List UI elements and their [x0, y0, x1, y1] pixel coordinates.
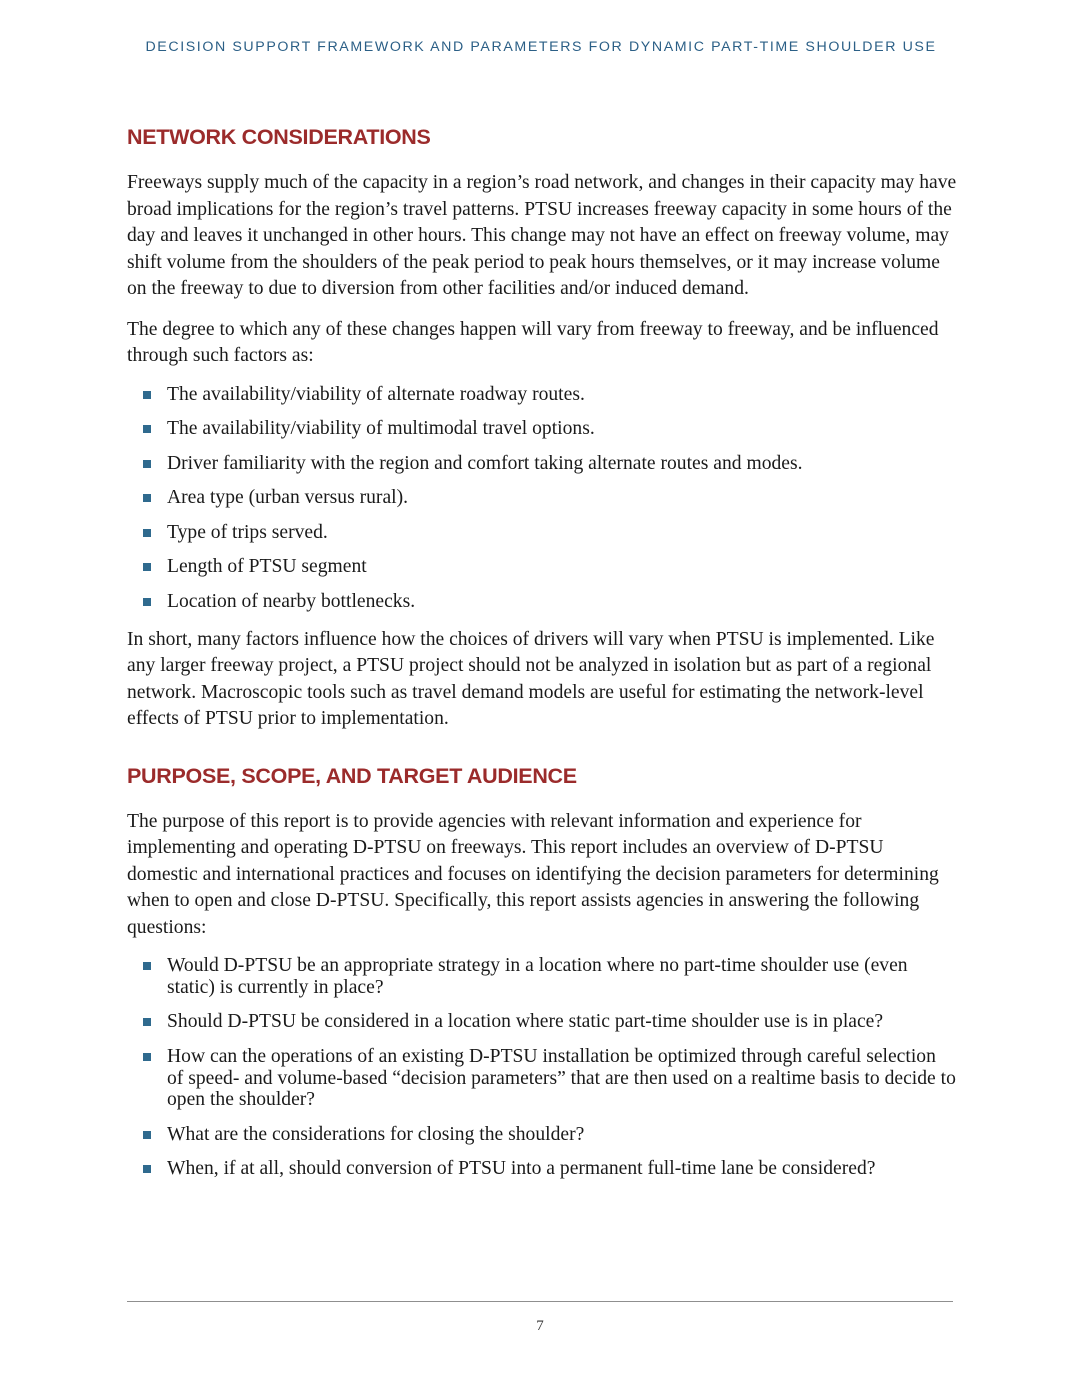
list-item-text: Should D-PTSU be considered in a location where static part-time shoulder use is in place?	[167, 1011, 884, 1033]
list-item	[127, 453, 957, 475]
list-item-text: Area type (urban versus rural).	[167, 487, 409, 509]
list-item	[127, 1046, 957, 1111]
running-header: DECISION SUPPORT FRAMEWORK AND PARAMETERS FOR DYNAMIC PART-TIME SHOULDER USE	[145, 39, 937, 55]
list-item	[127, 955, 957, 998]
paragraph: In short, many factors influence how the choices of drivers will vary when PTSU is implemented. Like any larger freeway project, a PTSU project should not be analyzed in isolation but as part of a regional network. Macroscopic tools such as travel demand models are useful for estimating the network-level effects of PTSU prior to implementation.	[127, 628, 935, 730]
list-item-text: The availability/viability of multimodal travel options.	[167, 418, 595, 440]
list-item-text: The availability/viability of alternate roadway routes.	[167, 383, 585, 405]
list-item	[127, 591, 957, 613]
page-number: 7	[536, 1318, 544, 1334]
list-item-text: Length of PTSU segment	[167, 556, 367, 578]
list-item	[127, 556, 957, 578]
bullet-list-factors	[127, 384, 957, 613]
list-item-text: Type of trips served.	[167, 521, 328, 543]
paragraph: Freeways supply much of the capacity in a region’s road network, and changes in their capacity may have broad implications for the region’s travel patterns. PTSU increases freeway capacity in some hours of the day and leaves it unchanged in other hours. This change may not have an effect on freeway volume, may shift volume from the shoulders of the peak period to peak hours themselves, or it may increase volume on the freeway to due to diversion from other facilities and/or induced demand.	[127, 172, 957, 299]
bullet-list-questions	[127, 955, 957, 1180]
square-bullet-icon	[143, 425, 151, 433]
square-bullet-icon	[143, 1053, 151, 1061]
square-bullet-icon	[143, 391, 151, 399]
list-item	[127, 522, 957, 544]
square-bullet-icon	[143, 529, 151, 537]
square-bullet-icon	[143, 962, 151, 970]
list-item	[127, 1011, 957, 1033]
square-bullet-icon	[143, 460, 151, 468]
list-item-text: Location of nearby bottlenecks.	[167, 591, 416, 613]
paragraph: The purpose of this report is to provide agencies with relevant information and experience for implementing and operating D-PTSU on freeways. This report includes an overview of D-PTSU domestic and international practices and focuses on identifying the decision parameters for determining when to open and close D-PTSU. Specifically, this report assists agencies in answering the following questions:	[127, 810, 939, 938]
section-heading-network-considerations: NETWORK CONSIDERATIONS	[127, 125, 431, 149]
list-item	[127, 418, 957, 440]
square-bullet-icon	[143, 1131, 151, 1139]
paragraph: The degree to which any of these changes happen will vary from freeway to freeway, and be influenced through such factors as:	[127, 318, 939, 366]
section-heading-purpose-scope: PURPOSE, SCOPE, AND TARGET AUDIENCE	[127, 763, 577, 788]
list-item	[127, 384, 957, 406]
square-bullet-icon	[143, 598, 151, 606]
list-item-text: What are the considerations for closing the shoulder?	[167, 1123, 585, 1145]
list-item	[127, 487, 957, 509]
list-item-text: When, if at all, should conversion of PTSU into a permanent full-time lane be considered?	[167, 1158, 876, 1180]
square-bullet-icon	[143, 1165, 151, 1173]
page-content	[127, 122, 957, 1194]
list-item-text: How can the operations of an existing D-PTSU installation be optimized through careful selection of speed- and volume-based “decision parameters” that are then used on a realtime basis to decide to open the shoulder?	[167, 1045, 956, 1111]
square-bullet-icon	[143, 494, 151, 502]
list-item	[127, 1124, 957, 1146]
footer-divider	[127, 1301, 953, 1302]
list-item-text: Driver familiarity with the region and comfort taking alternate routes and modes.	[167, 452, 803, 474]
list-item	[127, 1158, 957, 1180]
square-bullet-icon	[143, 1018, 151, 1026]
square-bullet-icon	[143, 563, 151, 571]
list-item-text: Would D-PTSU be an appropriate strategy in a location where no part-time shoulder use (even static) is currently in place?	[167, 955, 908, 998]
